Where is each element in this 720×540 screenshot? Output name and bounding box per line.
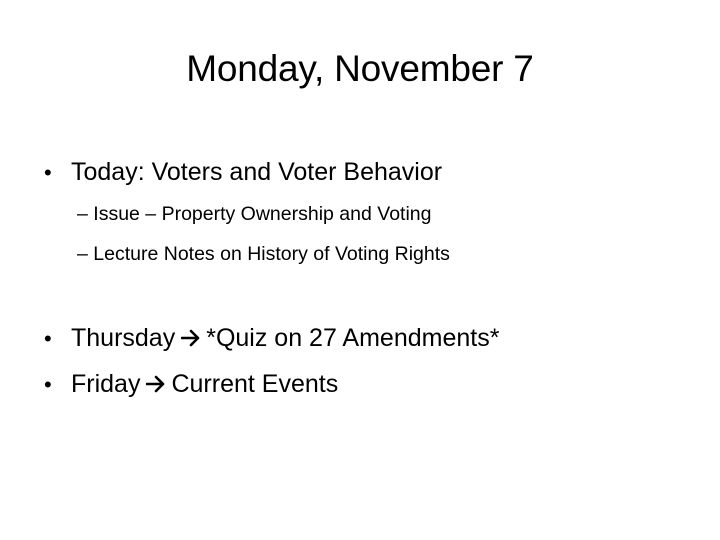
subitem-lecture-notes bbox=[77, 241, 450, 267]
bullet-icon: • bbox=[44, 372, 52, 397]
dash-icon: – bbox=[77, 243, 88, 265]
bullet-item-friday bbox=[44, 368, 338, 402]
subitem-text: Issue – Property Ownership and Voting bbox=[93, 203, 432, 225]
slide-title: Monday, November 7 bbox=[186, 48, 534, 89]
subitem-issue bbox=[77, 201, 431, 227]
right-arrow-icon bbox=[146, 370, 166, 402]
bullet-text-before: Friday bbox=[71, 370, 141, 398]
bullet-icon: • bbox=[44, 160, 52, 185]
bullet-text-after: Current Events bbox=[171, 370, 339, 398]
bullet-item-thursday bbox=[44, 322, 499, 356]
subitem-text: Lecture Notes on History of Voting Rights bbox=[93, 243, 450, 265]
bullet-item-today bbox=[44, 156, 442, 189]
bullet-text-after: *Quiz on 27 Amendments* bbox=[206, 324, 500, 352]
bullet-text: Today: Voters and Voter Behavior bbox=[71, 158, 443, 186]
dash-icon: – bbox=[77, 203, 88, 225]
right-arrow-icon bbox=[181, 324, 201, 356]
bullet-text-before: Thursday bbox=[71, 324, 176, 352]
bullet-icon: • bbox=[44, 326, 52, 351]
